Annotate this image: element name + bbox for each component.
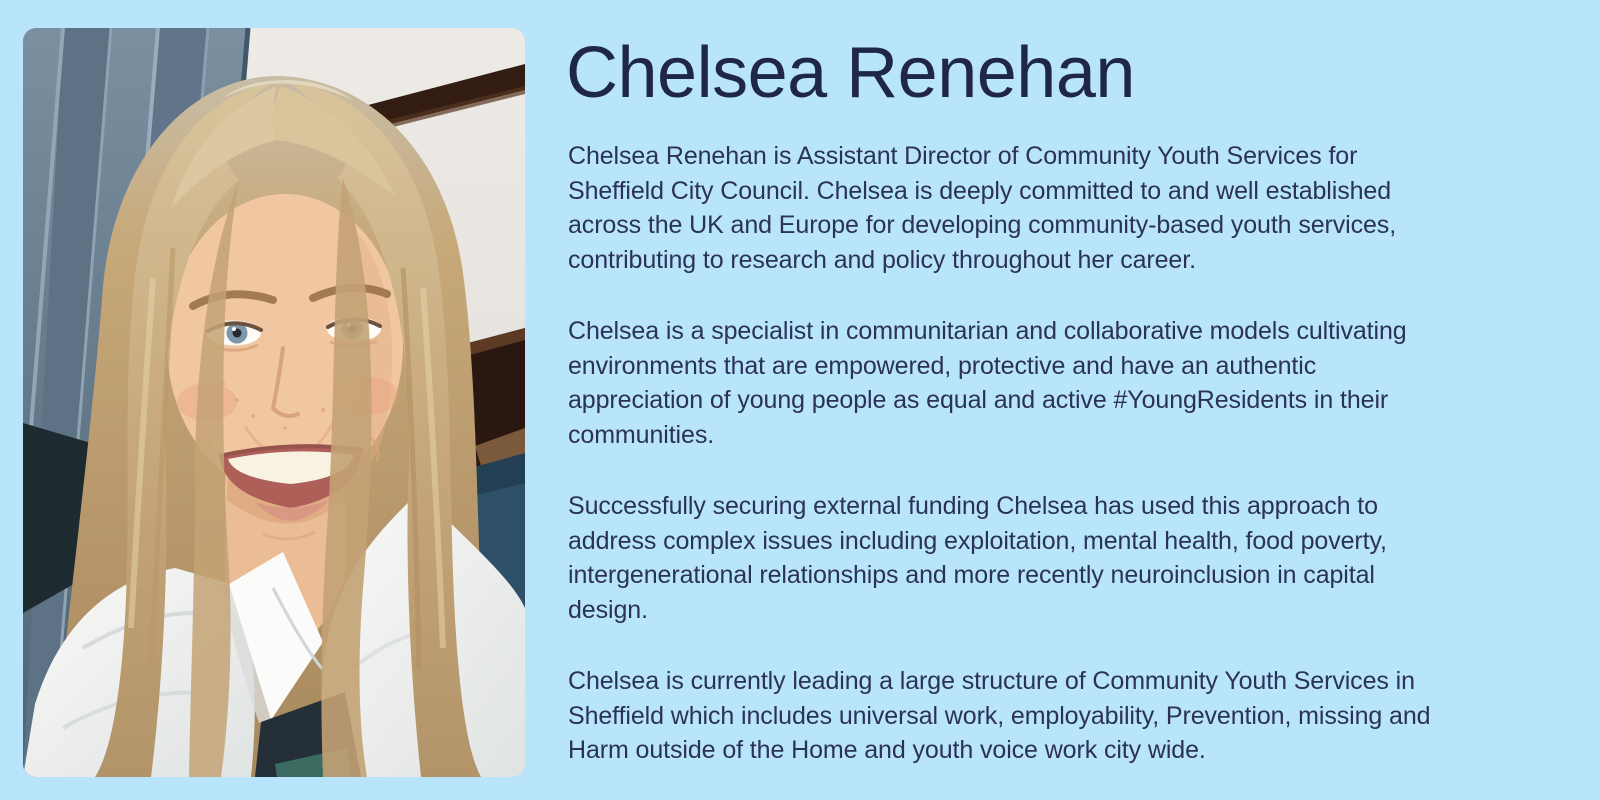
bio-line: environments that are empowered, protective and have an authentic	[568, 351, 1317, 380]
bio-line: Successfully securing external funding Chelsea has used this approach to	[568, 492, 1378, 520]
bio-line: Chelsea Renehan is Assistant Director of Community Youth Services for	[568, 142, 1358, 170]
bio-paragraph	[568, 664, 1430, 768]
portrait-illustration	[23, 28, 525, 777]
bio-line: intergenerational relationships and more recently neuroinclusion in capital	[568, 561, 1375, 589]
bio-line: Chelsea is currently leading a large structure of Community Youth Services in	[568, 667, 1415, 695]
profile-bio	[568, 139, 1430, 768]
bio-line: design.	[568, 595, 648, 624]
bio-paragraph	[568, 139, 1430, 277]
bio-line: Chelsea is a specialist in communitarian and collaborative models cultivating	[568, 317, 1407, 345]
bio-line: contributing to research and policy throughout her career.	[568, 245, 1196, 274]
bio-line: Sheffield City Council. Chelsea is deeply committed to and well established	[568, 176, 1392, 205]
bio-paragraph	[568, 489, 1430, 627]
bio-line: Harm outside of the Home and youth voice work city wide.	[568, 736, 1206, 764]
bio-line: across the UK and Europe for developing community-based youth services,	[568, 211, 1397, 239]
bio-paragraph	[568, 314, 1430, 452]
bio-line: communities.	[568, 420, 715, 449]
profile-photo	[23, 28, 525, 777]
bio-line: Sheffield which includes universal work, employability, Prevention, missing and	[568, 701, 1431, 730]
bio-line: appreciation of young people as equal and active #YoungResidents in their	[568, 386, 1389, 414]
profile-name: Chelsea Renehan	[566, 33, 1135, 113]
bio-line: address complex issues including exploitation, mental health, food poverty,	[568, 526, 1387, 555]
